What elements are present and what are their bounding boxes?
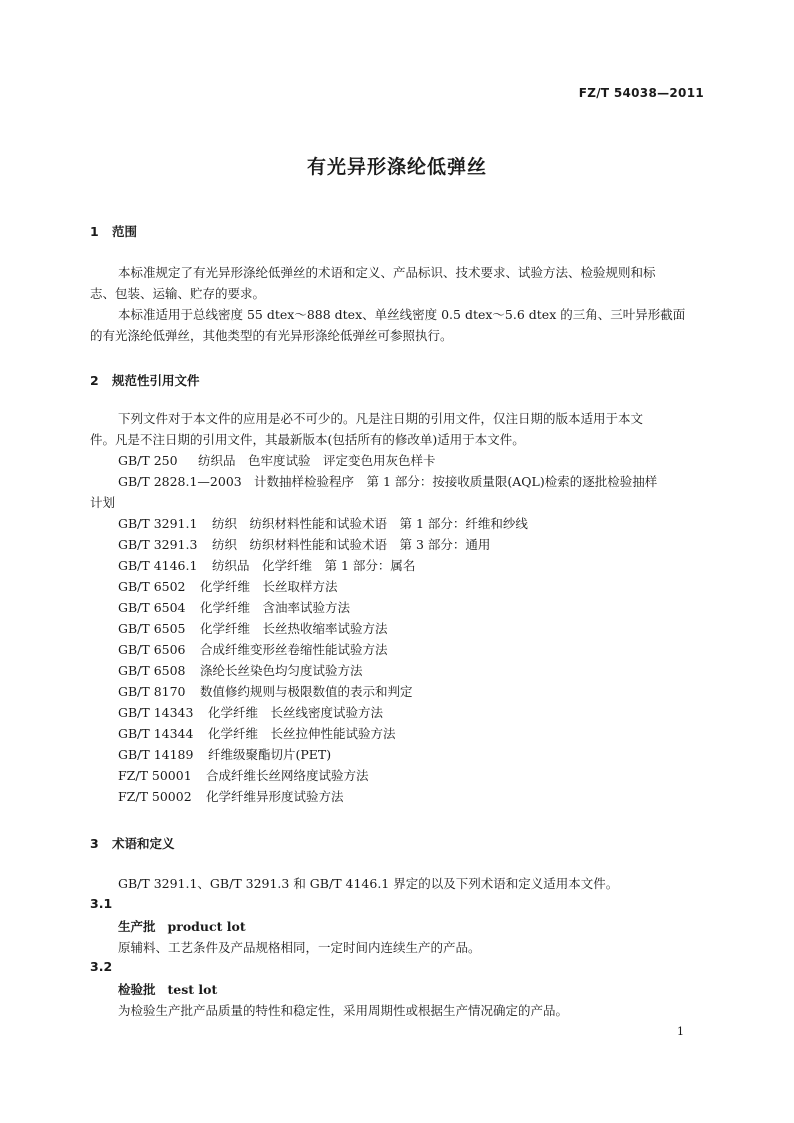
reference-item	[90, 471, 704, 513]
reference-item	[118, 681, 704, 702]
reference-item	[118, 660, 704, 681]
reference-title: 纺织 纺织材料性能和试验术语 第 1 部分：纤维和纱线	[212, 516, 528, 531]
section-title: 范围	[112, 224, 138, 239]
reference-title: 计数抽样检验程序 第 1 部分：按接收质量限(AQL)检索的逐批检验抽样	[254, 474, 658, 489]
reference-code: GB/T 3291.1	[118, 516, 198, 531]
reference-title: 化学纤维 长丝取样方法	[200, 579, 338, 594]
section-3-heading	[90, 834, 175, 852]
page-number: 1	[677, 1025, 684, 1038]
section-2-intro-paragraph	[90, 408, 704, 450]
reference-code: FZ/T 50002	[118, 789, 192, 804]
section-1-heading	[90, 222, 137, 240]
section-number: 3	[90, 836, 99, 851]
reference-code: FZ/T 50001	[118, 768, 192, 783]
document-title: 有光异形涤纶低弹丝	[306, 156, 487, 178]
reference-code: GB/T 6506	[118, 642, 186, 657]
term-number: 3.2	[90, 959, 113, 974]
reference-code: GB/T 6502	[118, 579, 186, 594]
reference-title: 纺织 纺织材料性能和试验术语 第 3 部分：通用	[212, 537, 491, 552]
section-2-heading	[90, 371, 200, 389]
reference-code: GB/T 14343	[118, 705, 194, 720]
reference-item	[118, 702, 704, 723]
term-definition: 原辅料、工艺条件及产品规格相同，一定时间内连续生产的产品。	[118, 940, 481, 955]
reference-item	[118, 450, 704, 471]
reference-code: GB/T 6505	[118, 621, 186, 636]
reference-title: 化学纤维 长丝线密度试验方法	[208, 705, 384, 720]
section-number: 1	[90, 224, 99, 239]
reference-title: 化学纤维异形度试验方法	[206, 789, 344, 804]
reference-title: 合成纤维长丝网络度试验方法	[206, 768, 369, 783]
reference-title: 纤维级聚酯切片(PET)	[208, 747, 332, 762]
paragraph-line: 下列文件对于本文件的应用是必不可少的。凡是注日期的引用文件，仅注日期的版本适用于本文	[118, 411, 644, 426]
reference-code: GB/T 14189	[118, 747, 194, 762]
term-definition: 为检验生产批产品质量的特性和稳定性，采用周期性或根据生产情况确定的产品。	[118, 1003, 569, 1018]
reference-item	[118, 597, 704, 618]
reference-title: 化学纤维 长丝拉伸性能试验方法	[208, 726, 396, 741]
section-3-intro-paragraph: GB/T 3291.1、GB/T 3291.3 和 GB/T 4146.1 界定的以及下列术语和定义适用本文件。	[118, 876, 619, 891]
section-1-scope-paragraph	[90, 262, 704, 346]
reference-code: GB/T 6504	[118, 600, 186, 615]
reference-title: 涤纶长丝染色均匀度试验方法	[200, 663, 363, 678]
standard-code: FZ/T 54038—2011	[578, 86, 704, 100]
reference-title: 化学纤维 含油率试验方法	[200, 600, 351, 615]
reference-item	[118, 618, 704, 639]
reference-code: GB/T 4146.1	[118, 558, 198, 573]
reference-code: GB/T 6508	[118, 663, 186, 678]
section-title: 规范性引用文件	[112, 373, 200, 388]
reference-title: 纺织品 色牢度试验 评定变色用灰色样卡	[198, 453, 436, 468]
reference-title-continuation: 计划	[90, 495, 116, 510]
term-number: 3.1	[90, 896, 113, 911]
reference-item	[118, 555, 704, 576]
reference-item	[118, 765, 704, 786]
paragraph-line: 本标准适用于总线密度 55 dtex～888 dtex、单丝线密度 0.5 dtex～5.6 dtex 的三角、三叶异形截面	[118, 307, 686, 322]
section-title: 术语和定义	[112, 836, 175, 851]
section-number: 2	[90, 373, 99, 388]
normative-references-list	[90, 450, 704, 807]
term-heading	[118, 980, 217, 998]
term-heading	[118, 917, 246, 935]
term-name-chinese: 检验批	[118, 982, 156, 997]
term-name-english: product lot	[167, 919, 246, 934]
reference-item	[118, 786, 704, 807]
reference-item	[118, 513, 704, 534]
reference-item	[118, 723, 704, 744]
reference-code: GB/T 8170	[118, 684, 186, 699]
reference-title: 数值修约规则与极限数值的表示和判定	[200, 684, 413, 699]
reference-item	[118, 639, 704, 660]
reference-code: GB/T 2828.1—2003	[118, 474, 242, 489]
term-name-english: test lot	[167, 982, 218, 997]
reference-title: 纺织品 化学纤维 第 1 部分：属名	[212, 558, 416, 573]
reference-title: 合成纤维变形丝卷缩性能试验方法	[200, 642, 388, 657]
reference-code: GB/T 14344	[118, 726, 194, 741]
reference-item	[118, 744, 704, 765]
paragraph-line: 志、包装、运输、贮存的要求。	[90, 286, 266, 301]
paragraph-line: 件。凡是不注日期的引用文件，其最新版本(包括所有的修改单)适用于本文件。	[90, 432, 525, 447]
reference-title: 化学纤维 长丝热收缩率试验方法	[200, 621, 388, 636]
reference-code: GB/T 3291.3	[118, 537, 198, 552]
paragraph-line: 的有光涤纶低弹丝，其他类型的有光异形涤纶低弹丝可参照执行。	[90, 328, 453, 343]
reference-code: GB/T 250	[118, 453, 178, 468]
reference-item	[118, 576, 704, 597]
reference-item	[118, 534, 704, 555]
paragraph-line: 本标准规定了有光异形涤纶低弹丝的术语和定义、产品标识、技术要求、试验方法、检验规则和标	[118, 265, 656, 280]
term-name-chinese: 生产批	[118, 919, 156, 934]
